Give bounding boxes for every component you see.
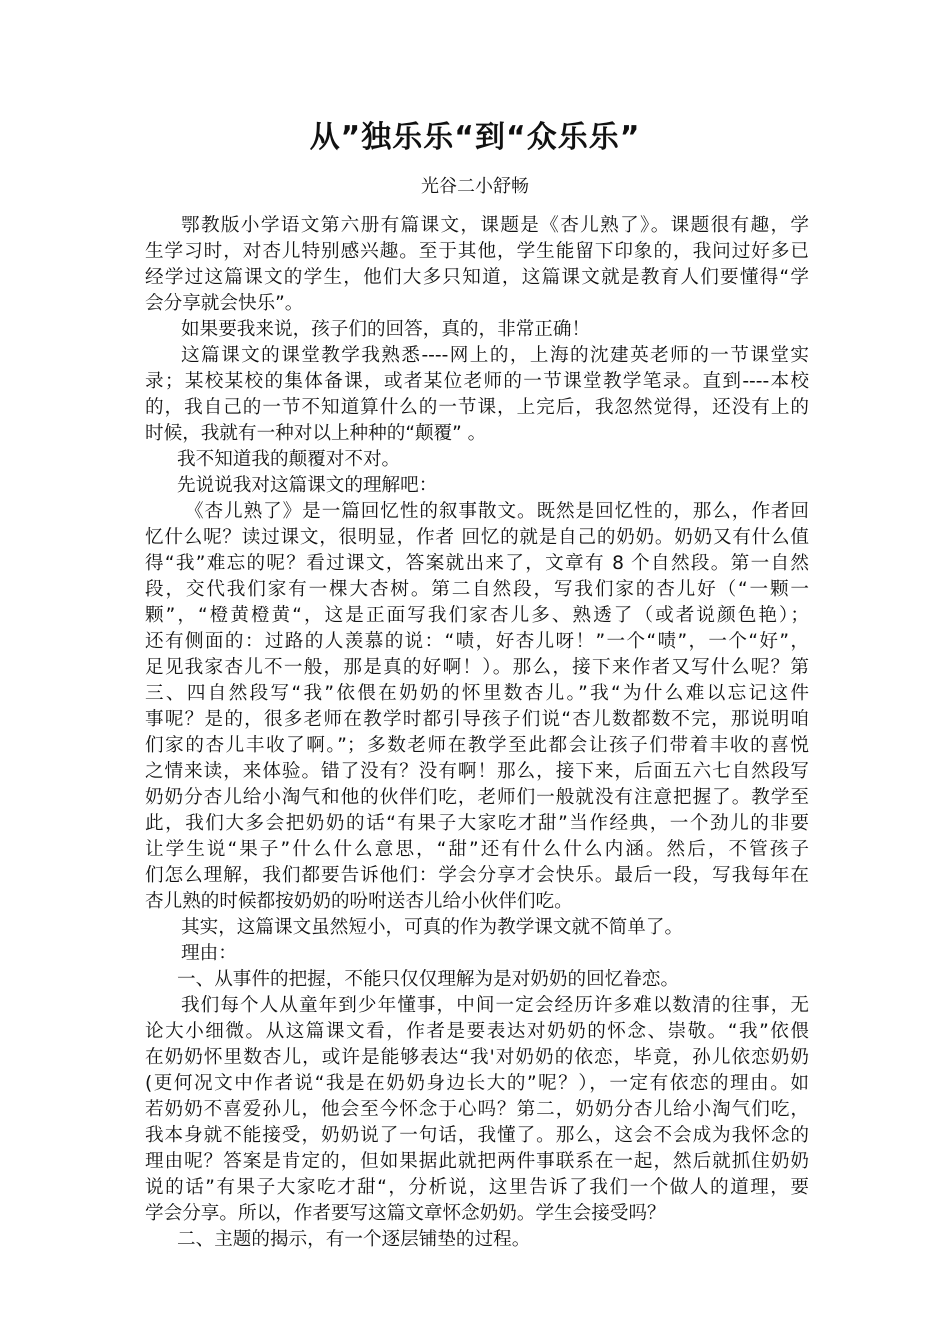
paragraph-line: 经学过这篇课文的学生，他们大多只知道，这篇课文就是教育人们要懂得“学 (145, 267, 809, 288)
paragraph-line: 我不知道我的颠覆对不对。 (177, 449, 401, 470)
paragraph-line: 们怎么理解，我们都要告诉他们：学会分享才会快乐。最后一段，写我每年在 (145, 865, 809, 886)
paragraph-line: 得“我”难忘的呢？看过课文，答案就出来了，文章有 8 个自然段。第一自然 (145, 553, 809, 574)
paragraph-line: (更何况文中作者说“我是在奶奶身边长大的”呢？），一定有依恋的理由。如 (145, 1073, 809, 1094)
paragraph-line: 如果要我来说，孩子们的回答，真的，非常正确！ (181, 319, 591, 340)
paragraph-line: 杏儿熟的时候都按奶奶的吩咐送杏儿给小伙伴们吃。 (145, 891, 573, 912)
paragraph-line: 先说说我对这篇课文的理解吧： (177, 475, 438, 496)
document-author: 光谷二小舒畅 (421, 176, 529, 197)
paragraph-line: 奶奶分杏儿给小淘气和他的伙伴们吃，老师们一般就没有注意把握了。教学至 (145, 787, 809, 808)
paragraph-line: 时候，我就有一种对以上种种的“颠覆” 。 (145, 423, 487, 444)
paragraph-line: 足见我家杏儿不一般，那是真的好啊！）。那么，接下来作者又写什么呢？第 (145, 657, 809, 678)
paragraph-line: 忆什么呢？读过课文，很明显，作者 回忆的就是自己的奶奶。奶奶又有什么值 (145, 527, 809, 548)
paragraph-line: 在奶奶怀里数杏儿，或许是能够表达“我'对奶奶的依恋，毕竟，孙儿依恋奶奶 (145, 1047, 809, 1068)
paragraph-line: 理由呢？答案是肯定的，但如果据此就把两件事联系在一起，然后就抓住奶奶 (145, 1151, 809, 1172)
paragraph-line: 生学习时，对杏儿特别感兴趣。至于其他，学生能留下印象的，我问过好多已 (145, 241, 809, 262)
paragraph-line: 会分享就会快乐”。 (145, 293, 304, 314)
paragraph-line: 论大小细微。从这篇课文看，作者是要表达对奶奶的怀念、崇敬。“我”依偎 (145, 1021, 809, 1042)
paragraph-line: 理由： (181, 943, 237, 964)
paragraph-line: 让学生说“果子”什么什么意思，“甜”还有什么什么内涵。然后，不管孩子 (145, 839, 809, 860)
document-body (145, 213, 809, 1253)
paragraph-line: 学会分享。所以，作者要写这篇文章怀念奶奶。学生会接受吗？ (145, 1203, 666, 1224)
paragraph-line: 的，我自己的一节不知道算什么的一节课，上完后，我忽然觉得，还没有上的 (145, 397, 809, 418)
document-title: 从”独乐乐“到“众乐乐” (309, 120, 641, 155)
paragraph-line: 这篇课文的课堂教学我熟悉----网上的，上海的沈建英老师的一节课堂实 (181, 345, 809, 366)
paragraph-line: 录；某校某校的集体备课，或者某位老师的一节课堂教学笔录。直到----本校 (145, 371, 809, 392)
paragraph-line: 颗”，“橙黄橙黄“，这是正面写我们家杏儿多、熟透了（或者说颜色艳）； (145, 605, 809, 626)
paragraph-line: 其实，这篇课文虽然短小，可真的作为教学课文就不简单了。 (181, 917, 684, 938)
paragraph-line: 此，我们大多会把奶奶的话“有果子大家吃才甜”当作经典，一个劲儿的非要 (145, 813, 809, 834)
paragraph-line: 我们每个人从童年到少年懂事，中间一定会经历许多难以数清的往事，无 (181, 995, 809, 1016)
paragraph-line: 《杏儿熟了》是一篇回忆性的叙事散文。既然是回忆性的，那么，作者回 (185, 501, 809, 522)
paragraph-line: 三、四自然段写“我”依偎在奶奶的怀里数杏儿。”我“为什么难以忘记这件 (145, 683, 809, 704)
paragraph-line: 段，交代我们家有一棵大杏树。第二自然段，写我们家的杏儿好（“一颗一 (145, 579, 809, 600)
paragraph-line: 事呢？是的，很多老师在教学时都引导孩子们说“杏儿数都数不完，那说明咱 (145, 709, 809, 730)
paragraph-line: 说的话”有果子大家吃才甜“，分析说，这里告诉了我们一个做人的道理，要 (145, 1177, 809, 1198)
paragraph-line: 还有侧面的：过路的人羡慕的说：“啧，好杏儿呀！”一个“啧”，一个“好”， (145, 631, 809, 652)
paragraph-line: 若奶奶不喜爱孙儿，他会至今怀念于心吗？第二，奶奶分杏儿给小淘气们吃， (145, 1099, 809, 1120)
paragraph-line: 一、从事件的把握，不能只仅仅理解为是对奶奶的回忆眷恋。 (177, 969, 680, 990)
paragraph-line: 之情来读，来体验。错了没有？没有啊！那么，接下来，后面五六七自然段写 (145, 761, 809, 782)
paragraph-line: 们家的杏儿丰收了啊。”；多数老师在教学至此都会让孩子们带着丰收的喜悦 (145, 735, 809, 756)
paragraph-line: 二、主题的揭示，有一个逐层铺垫的过程。 (177, 1229, 531, 1250)
paragraph-line: 鄂教版小学语文第六册有篇课文，课题是《杏儿熟了》。课题很有趣，学 (181, 215, 809, 236)
paragraph-line: 我本身就不能接受，奶奶说了一句话，我懂了。那么，这会不会成为我怀念的 (145, 1125, 809, 1146)
